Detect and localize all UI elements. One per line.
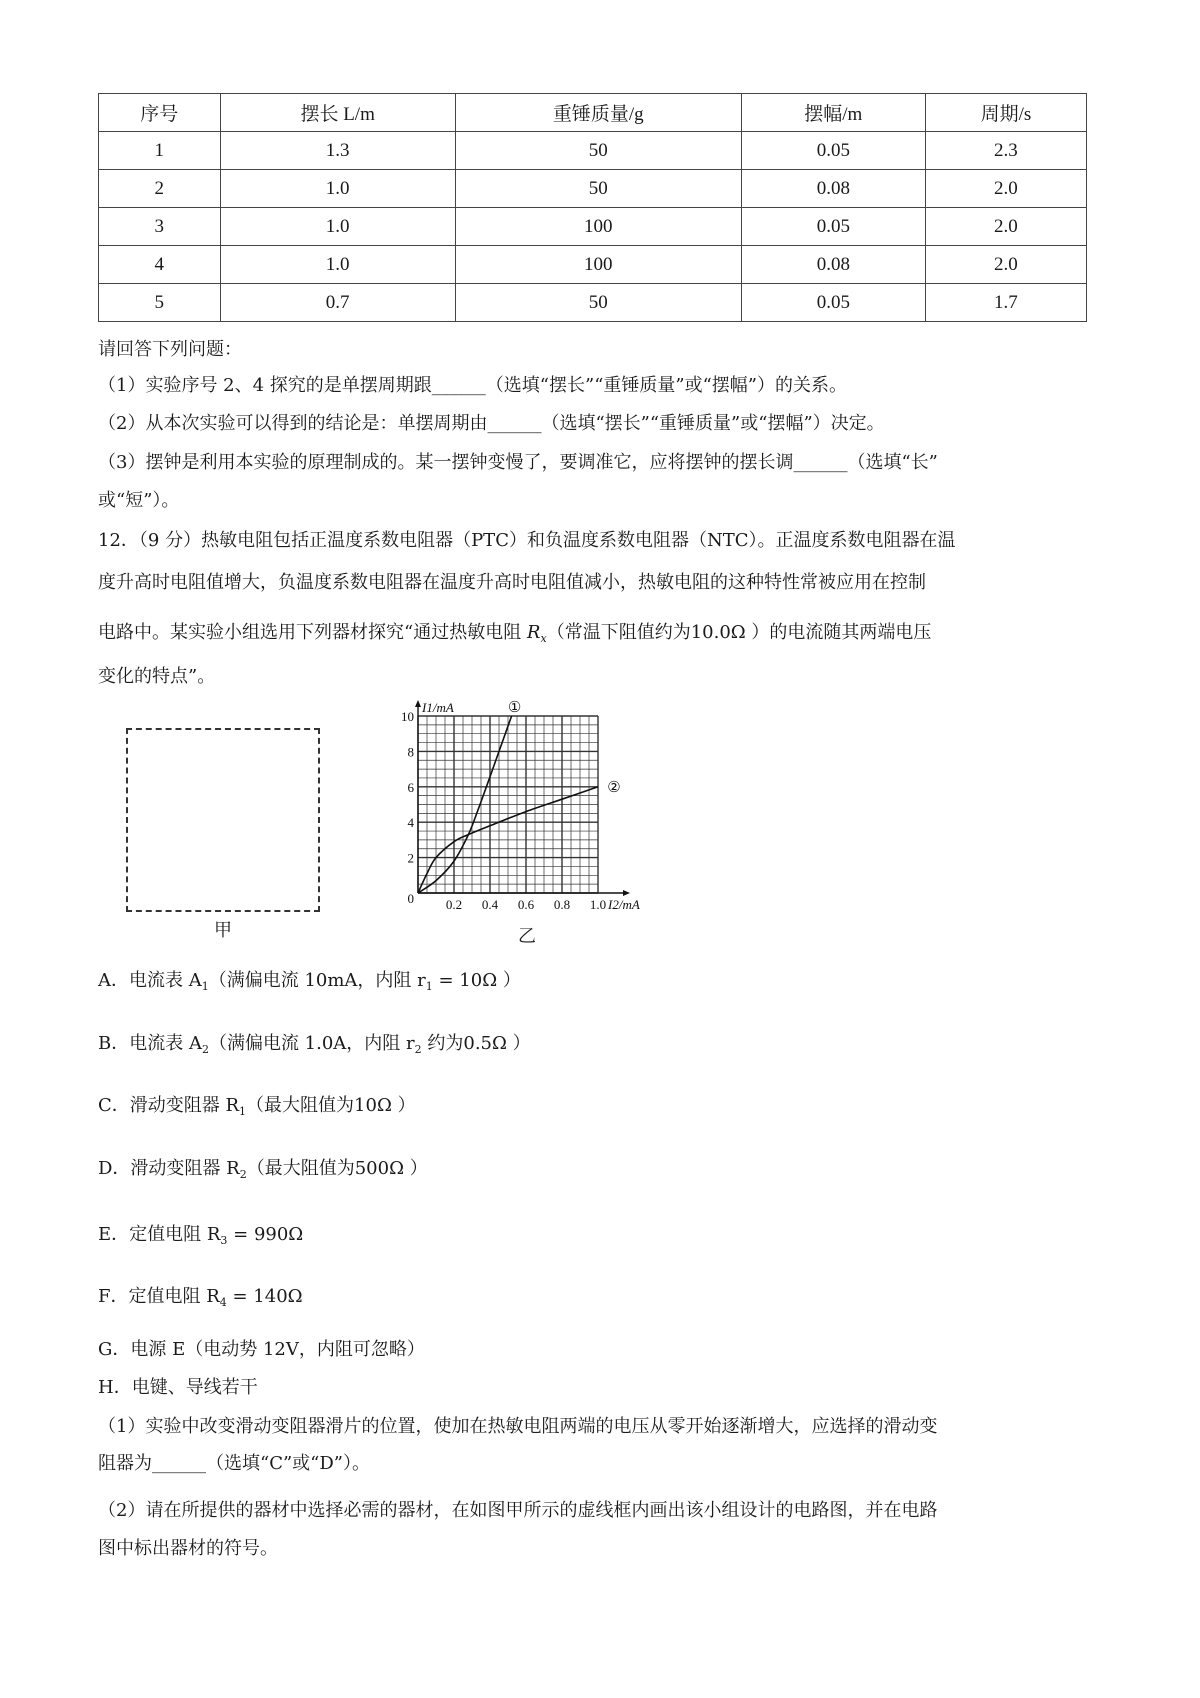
table-row [99,246,1087,284]
y-tick-label: 10 [401,709,414,724]
series-label-2: ② [607,779,621,796]
option-text-pre: A．电流表 A [98,970,202,991]
table-cell: 5 [99,284,221,322]
q11-subquestion-3: （3）摆钟是利用本实验的原理制成的。某一摆钟变慢了，要调准它，应将摆钟的摆长调______（选填“长” [98,452,938,473]
q12-stem-text-b: （常温下阻值约为10.0Ω ）的电流随其两端电压 [546,622,932,643]
y-axis-arrow-icon [415,700,421,707]
equipment-option-a [98,969,521,999]
option-text-post2: 约为0.5Ω ） [421,1033,531,1054]
option-text-sub: 1 [239,1105,247,1118]
table-row [99,132,1087,170]
header-period: 周期/s [925,94,1086,132]
x-tick-label: 0.4 [481,897,499,912]
option-text-sub: 3 [220,1234,228,1247]
table-cell: 2.0 [925,246,1086,284]
option-text-post: （满偏电流 10mA，内阻 r [208,970,426,991]
q11-subquestion-3-cont: 或“短”）。 [98,490,180,511]
x-axis-label: I2/mA [608,897,640,912]
q12-subquestion-1-cont: 阻器为______（选填“C”或“D”）。 [98,1453,371,1474]
table-cell: 2 [99,170,221,208]
option-text-post: = 990Ω [227,1224,304,1245]
option-text-post: （最大阻值为500Ω ） [246,1158,428,1179]
option-text-pre: D．滑动变阻器 R [98,1158,240,1179]
q12-stem-line3 [98,621,931,651]
option-text-pre: H．电键、导线若干 [98,1377,258,1398]
origin-label: 0 [407,891,414,906]
option-text-pre: C．滑动变阻器 R [98,1095,240,1116]
q12-stem-line2: 度升高时电阻值增大，负温度系数电阻器在温度升高时电阻值减小，热敏电阻的这种特性常被应用在控制 [98,572,926,593]
option-text-post: （最大阻值为10Ω ） [246,1095,416,1116]
table-cell: 0.05 [741,284,925,322]
q12-stem-line4: 变化的特点”。 [98,666,216,687]
table-cell: 1.3 [220,132,455,170]
i1-i2-chart [380,690,680,920]
table-cell: 3 [99,208,221,246]
y-axis-label: I1/mA [422,700,454,715]
option-text-sub: 1 [201,980,209,993]
option-text-sub: 2 [201,1043,209,1056]
x-axis-arrow-icon [623,890,630,896]
table-cell: 0.08 [741,246,925,284]
option-text-pre: G．电源 E（电动势 12V，内阻可忽略） [98,1339,425,1360]
y-tick-label: 4 [407,815,414,831]
table-cell: 0.05 [741,208,925,246]
pendulum-data-table [98,93,1087,322]
table-cell: 100 [455,208,741,246]
option-text-post2: = 10Ω ） [432,970,521,991]
option-text-pre: F．定值电阻 R [98,1286,220,1307]
y-tick-label: 2 [407,850,414,866]
y-tick-label: 8 [407,744,414,760]
table-cell: 0.05 [741,132,925,170]
x-tick-label: 0.6 [517,897,535,912]
equipment-option-c [98,1094,416,1124]
table-cell: 1.0 [220,208,455,246]
table-row [99,170,1087,208]
header-mass: 重锤质量/g [455,94,741,132]
figure-yi-label: 乙 [518,926,536,947]
table-cell: 4 [99,246,221,284]
equipment-option-d [98,1157,428,1187]
table-cell: 1.0 [220,246,455,284]
x-tick-label: 0.2 [445,897,463,912]
equipment-option-b [98,1032,531,1062]
table-cell: 0.7 [220,284,455,322]
equipment-option-h [98,1376,258,1400]
series-label-1: ① [507,700,522,716]
table-cell: 100 [455,246,741,284]
q11-intro: 请回答下列问题： [98,339,242,360]
option-text-post: = 140Ω [226,1286,303,1307]
q12-stem-text: 电路中。某实验小组选用下列器材探究“通过热敏电阻 [98,622,527,643]
header-amplitude: 摆幅/m [741,94,925,132]
table-cell: 50 [455,284,741,322]
option-text-sub: 2 [239,1168,247,1181]
table-cell: 2.3 [925,132,1086,170]
table-cell: 1 [99,132,221,170]
rx-symbol: R [526,622,541,643]
table-cell: 1.7 [925,284,1086,322]
table-header-row [99,94,1087,132]
option-text-sub: 4 [219,1296,227,1309]
table-cell: 50 [455,132,741,170]
q12-subquestion-2-cont: 图中标出器材的符号。 [98,1538,278,1559]
equipment-option-g [98,1338,425,1362]
circuit-dashed-box [126,728,320,912]
option-text-sub2: 2 [414,1043,422,1056]
option-text-post: （满偏电流 1.0A，内阻 r [208,1033,415,1054]
table-cell: 2.0 [925,208,1086,246]
q11-subquestion-2: （2）从本次实验可以得到的结论是：单摆周期由______（选填“摆长”“重锤质量”或“摆幅”）决定。 [98,413,885,434]
q12-subquestion-1: （1）实验中改变滑动变阻器滑片的位置，使加在热敏电阻两端的电压从零开始逐渐增大，应选择的滑动变 [98,1416,938,1437]
equipment-option-e [98,1223,303,1253]
q12-stem-line1: 12．（9 分）热敏电阻包括正温度系数电阻器（PTC）和负温度系数电阻器（NTC）。正温度系数电阻器在温 [98,530,956,551]
header-index: 序号 [99,94,221,132]
equipment-option-f [98,1285,303,1315]
q12-subquestion-2: （2）请在所提供的器材中选择必需的器材，在如图甲所示的虚线框内画出该小组设计的电路图，并在电路 [98,1500,938,1521]
header-length: 摆长 L/m [220,94,455,132]
table-row [99,284,1087,322]
table-cell: 0.08 [741,170,925,208]
x-tick-label: 0.8 [553,897,571,912]
table-cell: 1.0 [220,170,455,208]
table-cell: 50 [455,170,741,208]
rx-subscript: x [540,632,547,645]
q11-subquestion-1: （1）实验序号 2、4 探究的是单摆周期跟______（选填“摆长”“重锤质量”或“摆幅”）的关系。 [98,375,848,396]
option-text-pre: E．定值电阻 R [98,1224,221,1245]
figure-jia-label: 甲 [214,920,232,941]
option-text-pre: B．电流表 A [98,1033,202,1054]
option-text-sub2: 1 [425,980,433,993]
y-tick-label: 6 [407,779,414,795]
x-tick-label: 1.0 [589,897,607,912]
table-row [99,208,1087,246]
table-cell: 2.0 [925,170,1086,208]
